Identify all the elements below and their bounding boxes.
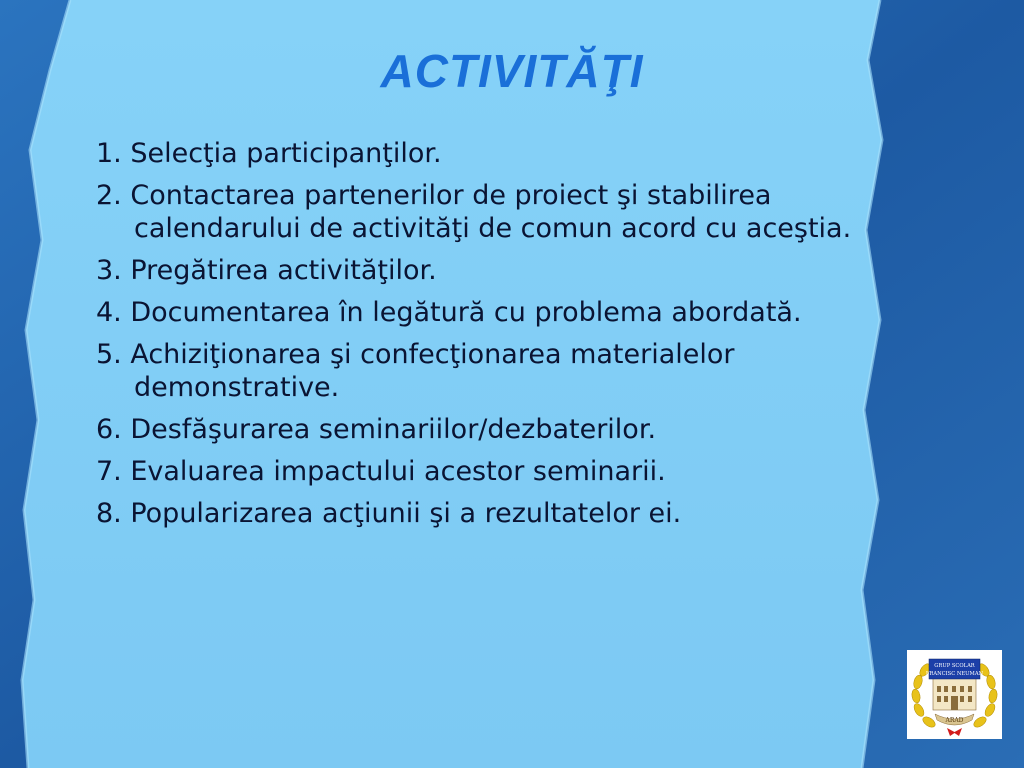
list-item: 8. Popularizarea acţiunii şi a rezultatelor ei. [96,498,682,529]
list-item: 5. Achiziţionarea şi confecţionarea materialelor demonstrative. [96,339,735,403]
list-item: 3. Pregătirea activităţilor. [96,255,437,286]
activities-list [96,137,866,539]
list-item: 4. Documentarea în legătură cu problema abordată. [96,297,802,328]
list-item: 1. Selecţia participanţilor. [96,138,442,169]
school-logo [907,650,1002,739]
laurel-crest-icon [907,650,1002,739]
list-item: 2. Contactarea partenerilor de proiect şi stabilirea calendarului de activităţi de comun acord cu aceştia. [96,180,852,244]
slide-title: ACTIVITĂŢI [380,45,644,97]
svg-text:ARAD: ARAD [945,717,964,724]
svg-text:FRANCISC NEUMAN: FRANCISC NEUMAN [925,671,984,677]
svg-text:GRUP SCOLAR: GRUP SCOLAR [934,663,975,669]
list-item: 7. Evaluarea impactului acestor seminarii. [96,456,666,487]
list-item: 6. Desfăşurarea seminariilor/dezbaterilor. [96,414,657,445]
